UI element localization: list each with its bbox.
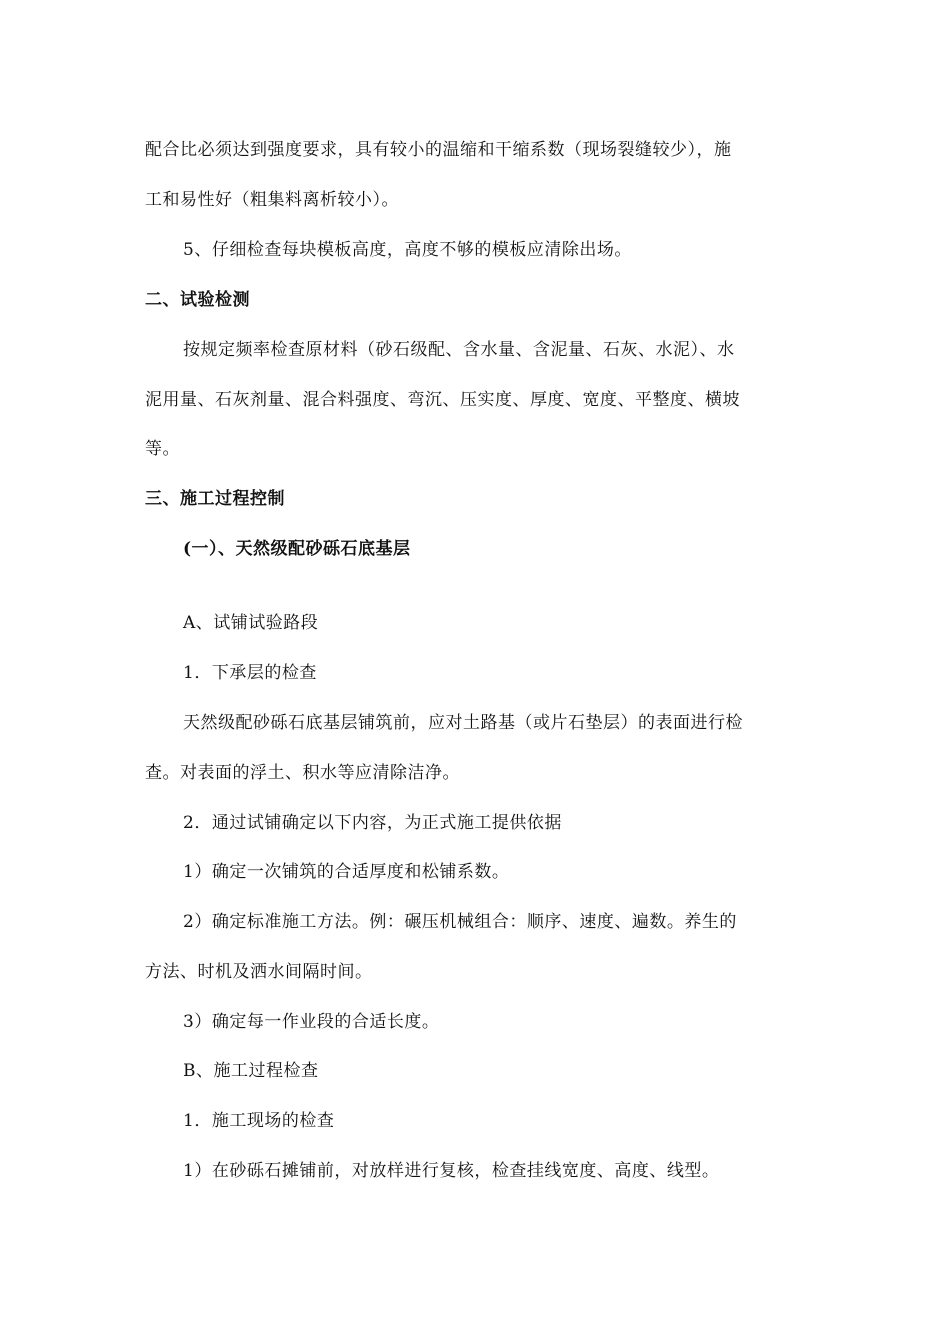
paragraph-line: 1．下承层的检查 xyxy=(183,663,317,683)
paragraph-line: 工和易性好（粗集料离析较小）。 xyxy=(145,190,399,210)
paragraph-line: 按规定频率检查原材料（砂石级配、含水量、含泥量、石灰、水泥）、水 xyxy=(183,340,735,360)
paragraph-line: A、试铺试验路段 xyxy=(183,613,319,633)
paragraph-line: B、施工过程检查 xyxy=(183,1061,319,1081)
subsection-heading: (一）、天然级配砂砾石底基层 xyxy=(183,539,411,559)
paragraph-line: 配合比必须达到强度要求，具有较小的温缩和干缩系数（现场裂缝较少），施 xyxy=(145,140,732,160)
paragraph-line: 方法、时机及洒水间隔时间。 xyxy=(145,962,373,982)
paragraph-line: 等。 xyxy=(145,439,180,459)
paragraph-line: 天然级配砂砾石底基层铺筑前，应对土路基（或片石垫层）的表面进行检 xyxy=(183,713,743,733)
paragraph-line: 1）在砂砾石摊铺前，对放样进行复核，检查挂线宽度、高度、线型。 xyxy=(183,1161,720,1181)
paragraph-line: 5、仔细检查每块模板高度，高度不够的模板应清除出场。 xyxy=(183,240,632,260)
section-heading: 二、试验检测 xyxy=(145,290,250,310)
paragraph-line: 3）确定每一作业段的合适长度。 xyxy=(183,1012,440,1032)
section-heading: 三、施工过程控制 xyxy=(145,489,285,509)
paragraph-line: 2．通过试铺确定以下内容，为正式施工提供依据 xyxy=(183,813,562,833)
paragraph-line: 查。对表面的浮土、积水等应清除洁净。 xyxy=(145,763,460,783)
paragraph-line: 2）确定标准施工方法。例：碾压机械组合：顺序、速度、遍数。养生的 xyxy=(183,912,737,932)
paragraph-line: 泥用量、石灰剂量、混合料强度、弯沉、压实度、厚度、宽度、平整度、横坡 xyxy=(145,390,740,410)
paragraph-line: 1．施工现场的检查 xyxy=(183,1111,335,1131)
paragraph-line: 1）确定一次铺筑的合适厚度和松铺系数。 xyxy=(183,862,510,882)
